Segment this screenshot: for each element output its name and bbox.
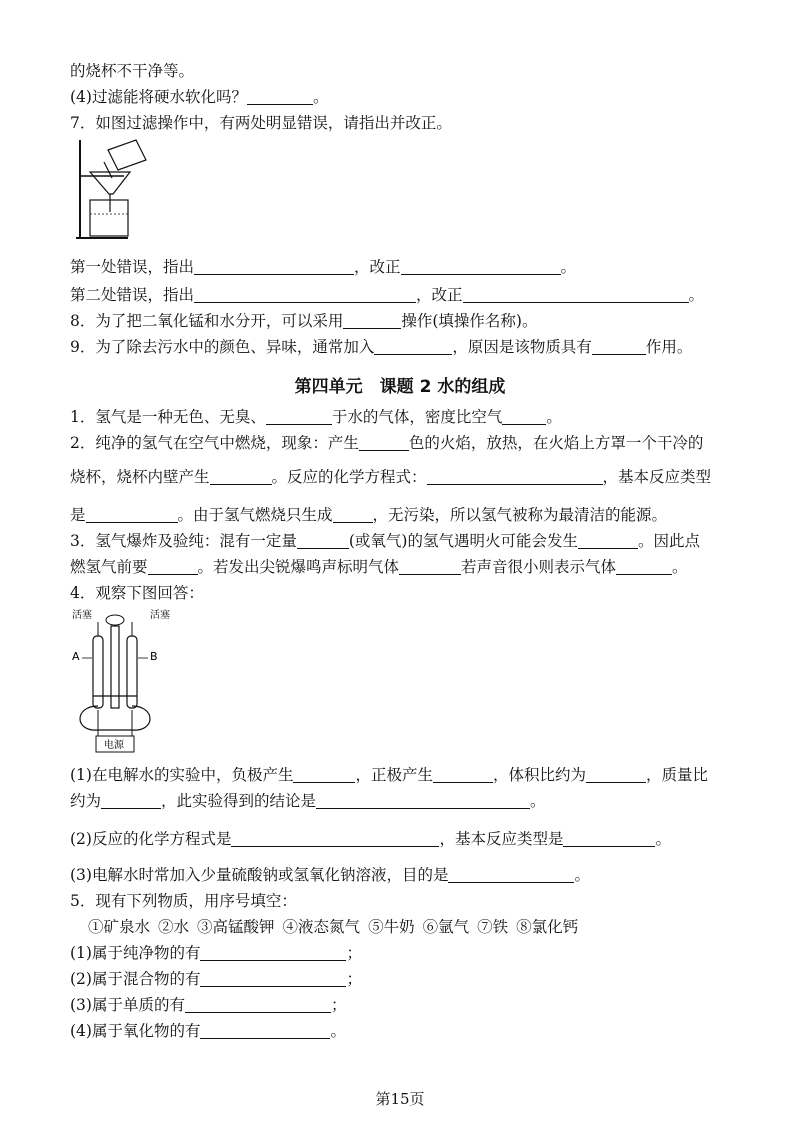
q2-line3: 是 。由于氢气燃烧只生成 ，无污染，所以氢气被称为最清洁的能源。 bbox=[70, 506, 668, 524]
answer-blank[interactable] bbox=[433, 766, 493, 783]
tube-a-label: A bbox=[72, 650, 80, 663]
q4-intro: 4．观察下图回答： bbox=[70, 584, 204, 602]
answer-blank[interactable] bbox=[293, 766, 355, 783]
answer-blank[interactable] bbox=[185, 996, 331, 1013]
answer-blank[interactable] bbox=[359, 434, 409, 451]
prev-q8: 8．为了把二氧化锰和水分开，可以采用 操作(填操作名称)。 bbox=[70, 312, 538, 330]
answer-blank[interactable] bbox=[316, 792, 530, 809]
q5-4: (4)属于氧化物的有 。 bbox=[70, 1022, 346, 1040]
stopcock-left-label: 活塞 bbox=[72, 610, 92, 621]
q5-options bbox=[88, 915, 586, 937]
q5-1: (1)属于纯净物的有 ； bbox=[70, 944, 362, 962]
q4-1-line2: 约为 ，此实验得到的结论是 。 bbox=[70, 792, 546, 810]
q5-intro: 5．现有下列物质，用序号填空： bbox=[70, 892, 297, 910]
prev-q9: 9．为了除去污水中的颜色、异味，通常加入 ，原因是该物质具有 作用。 bbox=[70, 338, 693, 356]
answer-blank[interactable] bbox=[148, 558, 198, 575]
answer-blank[interactable] bbox=[399, 558, 461, 575]
answer-blank[interactable] bbox=[427, 468, 603, 485]
answer-blank[interactable] bbox=[343, 312, 401, 329]
answer-blank[interactable] bbox=[194, 286, 416, 303]
q4-1-line1: (1)在电解水的实验中，负极产生 ，正极产生 ，体积比约为 ，质量比 bbox=[70, 766, 709, 784]
prev-q4: (4)过滤能将硬水软化吗？ 。 bbox=[70, 88, 329, 106]
answer-blank[interactable] bbox=[586, 766, 646, 783]
tube-b-label: B bbox=[150, 650, 158, 663]
answer-blank[interactable] bbox=[333, 506, 373, 523]
answer-blank[interactable] bbox=[448, 866, 574, 883]
q1: 1．氢气是一种无色、无臭、 于水的气体，密度比空气 。 bbox=[70, 408, 562, 426]
answer-blank[interactable] bbox=[101, 792, 161, 809]
q5-3: (3)属于单质的有 ； bbox=[70, 996, 347, 1014]
answer-blank[interactable] bbox=[200, 970, 346, 987]
option-item: ③高锰酸钾 bbox=[197, 918, 275, 936]
answer-blank[interactable] bbox=[200, 1022, 330, 1039]
answer-blank[interactable] bbox=[463, 286, 689, 303]
option-item: ①矿泉水 bbox=[88, 918, 151, 936]
q4-2: (2)反应的化学方程式是 ，基本反应类型是 。 bbox=[70, 830, 671, 848]
option-item: ⑧氯化钙 bbox=[516, 918, 579, 936]
q5-2: (2)属于混合物的有 ； bbox=[70, 970, 362, 988]
answer-blank[interactable] bbox=[200, 944, 346, 961]
option-item: ④液态氮气 bbox=[282, 918, 361, 936]
stopcock-right-label: 活塞 bbox=[150, 610, 170, 621]
answer-blank[interactable] bbox=[374, 338, 452, 355]
answer-blank[interactable] bbox=[297, 532, 349, 549]
option-item: ⑤牛奶 bbox=[368, 918, 415, 936]
option-item: ⑥氩气 bbox=[422, 918, 470, 936]
option-item: ⑦铁 bbox=[477, 918, 509, 936]
answer-blank[interactable] bbox=[247, 88, 313, 105]
answer-blank[interactable] bbox=[502, 408, 546, 425]
answer-blank[interactable] bbox=[194, 258, 354, 275]
answer-blank[interactable] bbox=[86, 506, 178, 523]
answer-blank[interactable] bbox=[616, 558, 672, 575]
answer-blank[interactable] bbox=[266, 408, 332, 425]
q2-line2: 烧杯，烧杯内壁产生 。反应的化学方程式： ，基本反应类型 bbox=[70, 468, 712, 486]
err1-line: 第一处错误，指出 ，改正 。 bbox=[70, 258, 577, 276]
answer-blank[interactable] bbox=[231, 830, 439, 847]
answer-blank[interactable] bbox=[563, 830, 655, 847]
answer-blank[interactable] bbox=[592, 338, 646, 355]
prev-q7: 7．如图过滤操作中，有两处明显错误，请指出并改正。 bbox=[70, 114, 452, 132]
q3-line1: 3．氢气爆炸及验纯：混有一定量 (或氧气)的氢气遇明火可能会发生 。因此点 bbox=[70, 532, 700, 550]
q3-line2: 燃氢气前要 。若发出尖锐爆鸣声标明气体 若声音很小则表示气体 。 bbox=[70, 558, 688, 576]
option-item: ②水 bbox=[158, 918, 190, 936]
q4-3: (3)电解水时常加入少量硫酸钠或氢氧化钠溶液，目的是 。 bbox=[70, 866, 590, 884]
err2-line: 第二处错误，指出 ，改正 。 bbox=[70, 286, 705, 304]
section-title: 第四单元 课题 2 水的组成 bbox=[294, 377, 506, 397]
q2-line1: 2．纯净的氢气在空气中燃烧，现象：产生 色的火焰，放热，在火焰上方罩一个干冷的 bbox=[70, 434, 704, 452]
prev-continuation: 的烧杯不干净等。 bbox=[70, 62, 195, 80]
filtration-diagram bbox=[66, 132, 166, 244]
electrolysis-diagram bbox=[68, 606, 188, 756]
answer-blank[interactable] bbox=[210, 468, 272, 485]
page-number: 第15页 bbox=[375, 1090, 425, 1108]
power-supply-label: 电源 bbox=[104, 740, 124, 751]
answer-blank[interactable] bbox=[401, 258, 561, 275]
answer-blank[interactable] bbox=[578, 532, 638, 549]
